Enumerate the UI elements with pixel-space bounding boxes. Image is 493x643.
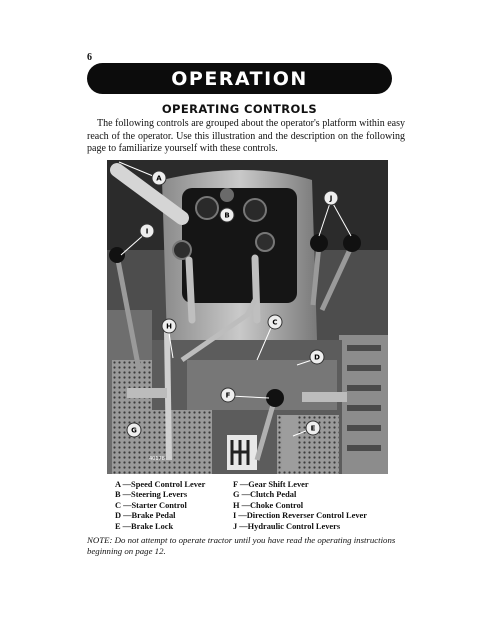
svg-text:B: B [224, 211, 230, 220]
svg-text:I: I [145, 227, 149, 236]
legend-column-right [233, 480, 423, 532]
legend-item: C —Starter Control [115, 500, 187, 510]
legend-item: I —Direction Reverser Control Lever [233, 511, 367, 521]
callout-e [306, 421, 320, 435]
callout-i [140, 224, 154, 238]
svg-text:D: D [314, 353, 320, 362]
note-line: beginning on page 12. [87, 546, 166, 556]
intro-line: The following controls are grouped about the operator's platform within [97, 118, 385, 129]
legend-item: B —Steering Levers [115, 490, 188, 500]
banner-title: OPERATION [171, 67, 308, 90]
operating-note [87, 535, 405, 557]
callout-a [152, 171, 166, 185]
callout-f [221, 388, 235, 402]
callout-d [310, 350, 324, 364]
intro-line: easy reach of the operator. Use this illustration and the description on the [87, 118, 405, 142]
svg-text:A: A [156, 174, 162, 183]
section-heading: OPERATING CONTROLS [161, 102, 318, 116]
legend-item: J —Hydraulic Control Levers [233, 521, 341, 531]
legend-item: H —Choke Control [233, 500, 304, 510]
svg-text:C: C [272, 318, 278, 327]
photo-plate-number: 40178 [149, 456, 165, 462]
page-number: 6 [87, 52, 92, 63]
legend-item: E —Brake Lock [115, 521, 174, 531]
callout-g [127, 423, 141, 437]
svg-text:E: E [310, 424, 316, 433]
note-line: NOTE: Do not attempt to operate tractor until you have read the operating instructions [87, 535, 396, 545]
legend-item: D —Brake Pedal [115, 511, 176, 521]
callout-j [324, 191, 338, 205]
legend-column-left [115, 480, 225, 532]
callout-h [162, 319, 176, 333]
legend-item: A —Speed Control Lever [115, 480, 206, 489]
svg-text:F: F [225, 391, 231, 400]
svg-text:J: J [329, 194, 333, 203]
callout-b [220, 208, 234, 222]
legend-item: F —Gear Shift Lever [233, 480, 309, 489]
callout-c [268, 315, 282, 329]
legend-item: G —Clutch Pedal [233, 490, 297, 500]
operator-controls-photo [107, 160, 388, 474]
section-banner [87, 63, 392, 94]
intro-paragraph [87, 118, 405, 156]
intro-line: following page to familiarize yourself with these controls. [87, 130, 406, 155]
svg-text:G: G [131, 426, 137, 435]
svg-text:H: H [166, 322, 172, 331]
